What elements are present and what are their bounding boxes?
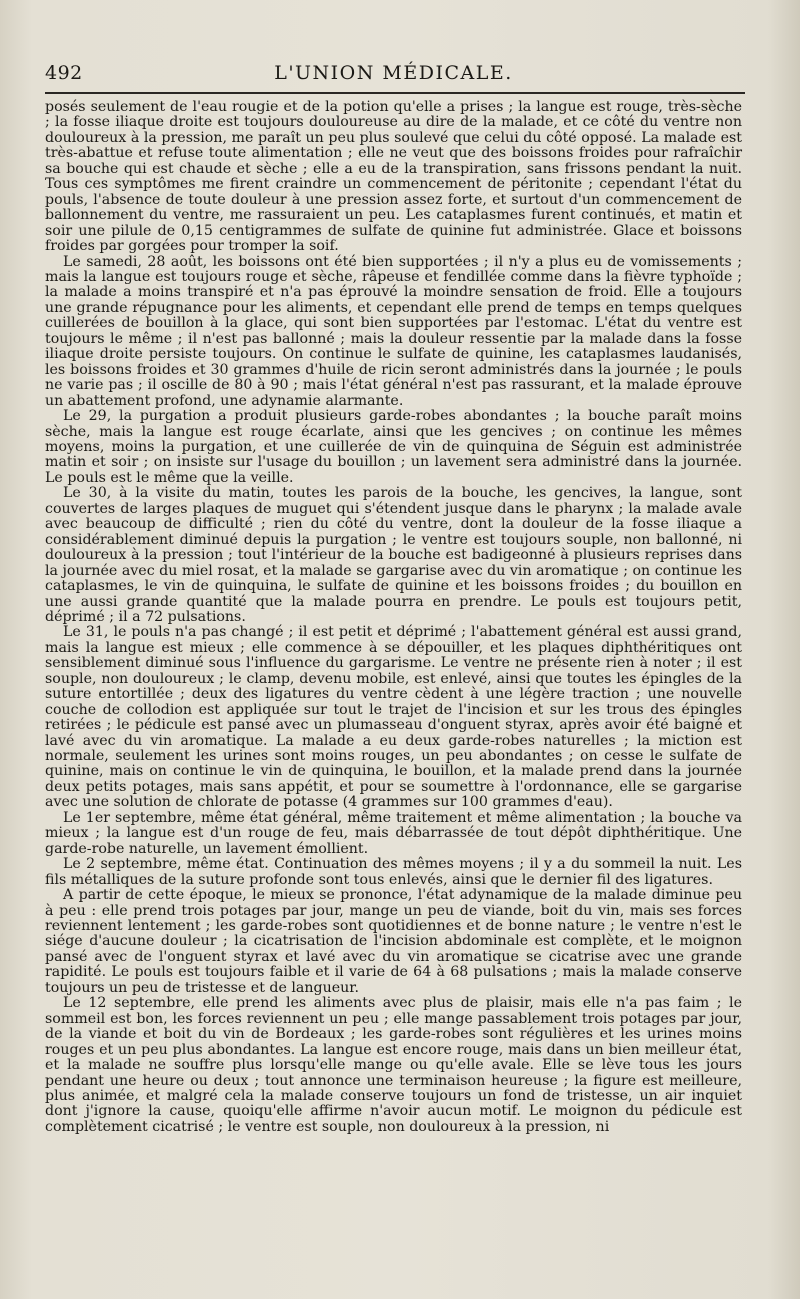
page-header — [45, 62, 742, 88]
page-number: 492 — [45, 62, 83, 84]
paragraph: Le 1er septembre, même état général, même traitement et même alimentation ; la bouche va mieux ; la langue est d'un rouge de feu, mais débarrassée de tout dépôt diphthéritique. Une garde-robe naturelle, un lavement émollient. — [45, 809, 742, 857]
paragraph: Le samedi, 28 août, les boissons ont été bien supportées ; il n'y a plus eu de vomissements ; mais la langue est toujours rouge et sèche, râpeuse et fendillée comme dans la fièvre typhoïde ; la malade a moins transpiré et n'a pas éprouvé la moindre sensation de froid. Elle a toujours une grande répugnance pour les aliments, et cependant elle prend de temps en temps quelques cuillerées de bouillon à la glace, qui sont bien supportées par l'estomac. L'état du ventre est toujours le même ; il n'est pas ballonné ; mais la douleur ressentie par la malade dans la fosse iliaque droite persiste toujours. On continue le sulfate de quinine, les cataplasmes laudanisés, les boissons froides et 30 grammes d'huile de ricin seront administrés dans la journée ; le pouls ne varie pas ; il oscille de 80 à 90 ; mais l'état général n'est pas rassurant, et la malade éprouve un abattement profond, une adynamie alarmante. — [45, 253, 742, 409]
paragraph: posés seulement de l'eau rougie et de la potion qu'elle a prises ; la langue est rouge, très-sèche ; la fosse iliaque droite est toujours douloureuse au dire de la malade, et ce côté du ventre non douloureux à la pression, me paraît un peu plus soulevé que celui du côté opposé. La malade est très-abattue et refuse toute alimentation ; elle ne veut que des boissons froides pour rafraîchir sa bouche qui est chaude et sèche ; elle a eu de la transpiration, sans frissons pendant la nuit. Tous ces symptômes me firent craindre un commencement de péritonite ; cependant l'état du pouls, l'absence de toute douleur à une pression assez forte, et surtout d'un commencement de ballonnement du ventre, me rassuraient un peu. Les cataplasmes furent continués, et matin et soir une pilule de 0,15 centigrammes de sulfate de quinine fut administrée. Glace et boissons froides par gorgées pour tromper la soif. — [45, 99, 742, 255]
body-text — [45, 100, 742, 1135]
running-title: L'UNION MÉDICALE. — [274, 62, 513, 84]
paragraph: Le 12 septembre, elle prend les aliments avec plus de plaisir, mais elle n'a pas faim ; le sommeil est bon, les forces reviennent un peu ; elle mange passablement trois potages par jour, de la viande et boit du vin de Bordeaux ; les garde-robes sont régulières et les urines moins rouges et un peu plus abondantes. La langue est encore rouge, mais dans un bien meilleur état, et la malade ne souffre plus lorsqu'elle mange ou qu'elle avale. Elle se lève tous les jours pendant une heure ou deux ; tout annonce une terminaison heureuse ; la figure est meilleure, plus animée, et malgré cela la malade conserve toujours un fond de tristesse, un air inquiet dont j'ignore la cause, quoiqu'elle affirme n'avoir aucun motif. Le moignon du pédicule est complètement cicatrisé ; le ventre est souple, non douloureux à la pression, ni — [45, 995, 742, 1135]
paragraph: Le 30, à la visite du matin, toutes les parois de la bouche, les gencives, la langue, sont couvertes de larges plaques de muguet qui s'étendent jusque dans le pharynx ; la malade avale avec beaucoup de difficulté ; rien du côté du ventre, dont la douleur de la fosse iliaque a considérablement diminué depuis la purgation ; le ventre est toujours souple, non ballonné, ni douloureux à la pression ; tout l'intérieur de la bouche est badigeonné à plusieurs reprises dans la journée avec du miel rosat, et la malade se gargarise avec du vin aromatique ; on continue les cataplasmes, le vin de quinquina, le sulfate de quinine et les boissons froides ; du bouillon en une aussi grande quantité que la malade pourra en prendre. Le pouls est toujours petit, déprimé ; il a 72 pulsations. — [45, 485, 742, 625]
paragraph: Le 31, le pouls n'a pas changé ; il est petit et déprimé ; l'abattement général est aussi grand, mais la langue est mieux ; elle commence à se dépouiller, et les plaques diphthéritiques ont sensiblement diminué sous l'influence du gargarisme. Le ventre ne présente rien à noter ; il est souple, non douloureux ; le clamp, devenu mobile, est enlevé, ainsi que toutes les épingles de la suture entortillée ; deux des ligatures du ventre cèdent à une légère traction ; une nouvelle couche de collodion est appliquée sur tout le trajet de l'incision et sur les trous des épingles retirées ; le pédicule est pansé avec un plumasseau d'onguent styrax, après avoir été baigné et lavé avec du vin aromatique. La malade a eu deux garde-robes naturelles ; la miction est normale, seulement les urines sont moins rouges, un peu abondantes ; on cesse le sulfate de quinine, mais on continue le vin de quinquina, le bouillon, et la malade prend dans la journée deux petits potages, mais sans appétit, et pour se soumettre à l'ordonnance, elle se gargarise avec une solution de chlorate de potasse (4 grammes sur 100 grammes d'eau). — [45, 624, 742, 811]
paragraph: Le 29, la purgation a produit plusieurs garde-robes abondantes ; la bouche paraît moins sèche, mais la langue est rouge écarlate, ainsi que les gencives ; on continue les mêmes moyens, moins la purgation, et une cuillerée de vin de quinquina de Séguin est administrée matin et soir ; on insiste sur l'usage du bouillon ; un lavement sera administré dans la journée. Le pouls est le même que la veille. — [45, 408, 742, 486]
header-rule — [45, 92, 745, 94]
paragraph: A partir de cette époque, le mieux se prononce, l'état adynamique de la malade diminue peu à peu : elle prend trois potages par jour, mange un peu de viande, boit du vin, mais ses forces reviennent lentement ; les garde-robes sont quotidiennes et de bonne nature ; le ventre n'est le siége d'aucune douleur ; la cicatrisation de l'incision abdominale est complète, et le moignon pansé avec de l'onguent styrax et lavé avec du vin aromatique se cicatrise avec une grande rapidité. Le pouls est toujours faible et il varie de 64 à 68 pulsations ; mais la malade conserve toujours un peu de tristesse et de langueur. — [45, 887, 742, 996]
paragraph: Le 2 septembre, même état. Continuation des mêmes moyens ; il y a du sommeil la nuit. Les fils métalliques de la suture profonde sont tous enlevés, ainsi que le dernier fil des ligatures. — [45, 856, 742, 888]
